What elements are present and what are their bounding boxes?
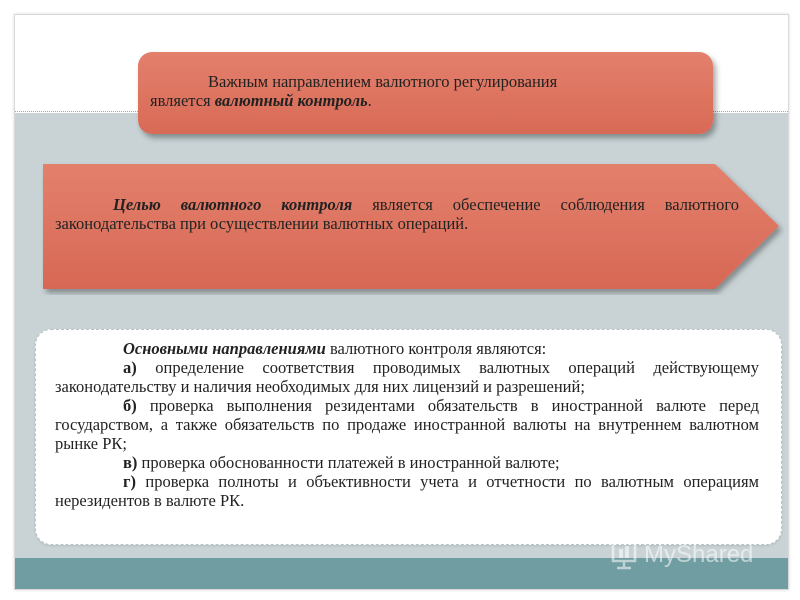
directions-text bbox=[55, 339, 759, 510]
direction-item-c bbox=[55, 453, 759, 472]
direction-item-d-marker: г) bbox=[123, 472, 136, 491]
intro-line-2 bbox=[150, 91, 700, 110]
direction-item-c-text: проверка обоснованности платежей в иностранной валюте; bbox=[137, 453, 560, 472]
watermark-logo-icon bbox=[611, 539, 641, 571]
direction-item-a-text: определение соответствия проводимых валютных операций действующему законодательству и наличия необходимых для них лицензий и разрешений; bbox=[55, 358, 759, 396]
direction-item-a bbox=[55, 358, 759, 396]
intro-line-1: Важным направлением валютного регулирования bbox=[208, 72, 558, 91]
directions-heading bbox=[55, 339, 759, 358]
intro-line-2-suffix: . bbox=[367, 91, 372, 110]
intro-line-2-prefix: является bbox=[150, 91, 215, 110]
directions-heading-rest: валютного контроля являются: bbox=[325, 339, 547, 358]
direction-item-b-marker: б) bbox=[123, 396, 137, 415]
direction-item-b bbox=[55, 396, 759, 453]
intro-text bbox=[150, 72, 700, 110]
direction-item-a-marker: а) bbox=[123, 358, 137, 377]
direction-item-d bbox=[55, 472, 759, 510]
slide bbox=[14, 14, 789, 590]
direction-item-c-marker: в) bbox=[123, 453, 138, 472]
directions-heading-bold: Основными направлениями bbox=[123, 339, 326, 358]
watermark-text: MyShared bbox=[644, 541, 754, 568]
goal-rest: является обеспечение соблюдения валютного законодательства при осуществлении валютных операций. bbox=[55, 195, 739, 233]
watermark bbox=[611, 537, 781, 573]
intro-line-2-bold: валютный контроль bbox=[214, 91, 368, 110]
goal-text bbox=[55, 195, 739, 233]
goal-indent bbox=[55, 195, 113, 214]
goal-bold: Целью валютного контроля bbox=[113, 195, 353, 214]
direction-item-b-text: проверка выполнения резидентами обязательств в иностранной валюте перед государством, а также обязательств по продаже иностранной валюты на внутреннем валютном рынке РК; bbox=[55, 396, 759, 453]
direction-item-d-text: проверка полноты и объективности учета и отчетности по валютным операциям нерезидентов в валюте РК. bbox=[55, 472, 759, 510]
